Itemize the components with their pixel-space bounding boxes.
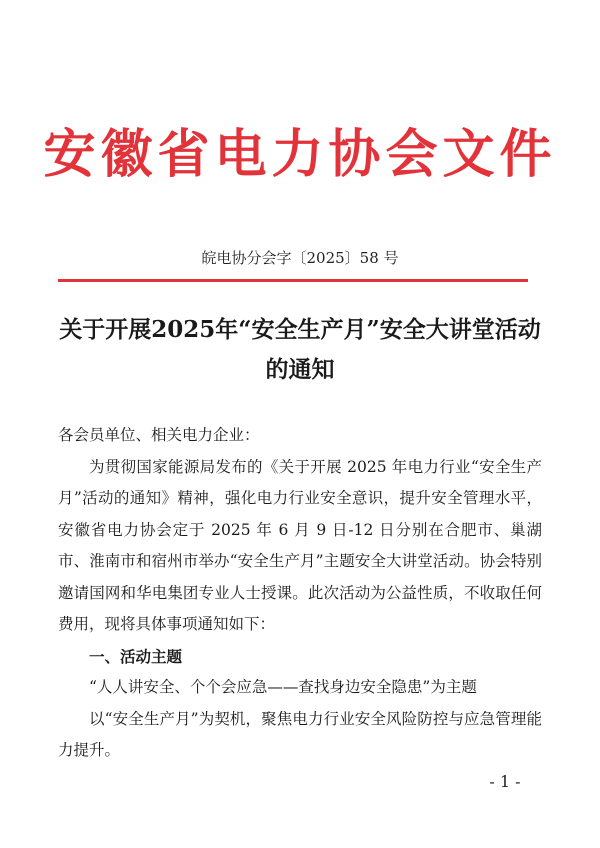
body-paragraph-2: 以“安全生产月”为契机，聚焦电力行业安全风险防控与应急管理能力提升。 [58,709,542,759]
theme-statement: “人人讲安全、个个会应急——查找身边安全隐患”为主题 [89,678,477,696]
masthead-title: 安徽省电力协会文件 [43,124,557,185]
notice-body [58,420,542,767]
red-divider-line [58,279,528,282]
salutation: 各会员单位、相关电力企业： [58,426,260,444]
document-number: 皖电协分会字〔2025〕58 号 [201,249,399,267]
notice-title [40,310,560,390]
body-paragraph-1: 为贯彻国家能源局发布的《关于开展 2025 年电力行业“安全生产月”活动的通知》精神，强化电力行业安全意识，提升安全管理水平，安徽省电力协会定于 2025 年 6 月 9 日-12 日分别在合肥市、巢湖市、淮南市和宿州市举办“安全生产月”主题安全大讲堂活动。协会特别邀请国网和华电集团专业人士授课。此次活动为公益性质，不收取任何费用，现将具体事项通知如下： [58,457,542,633]
page-number: - 1 - [489,772,521,791]
notice-title-line-1: 关于开展2025年“安全生产月”安全大讲堂活动 [59,316,541,343]
section-heading-activity-theme: 一、活动主题 [89,646,183,666]
notice-title-line-2: 的通知 [265,356,335,383]
